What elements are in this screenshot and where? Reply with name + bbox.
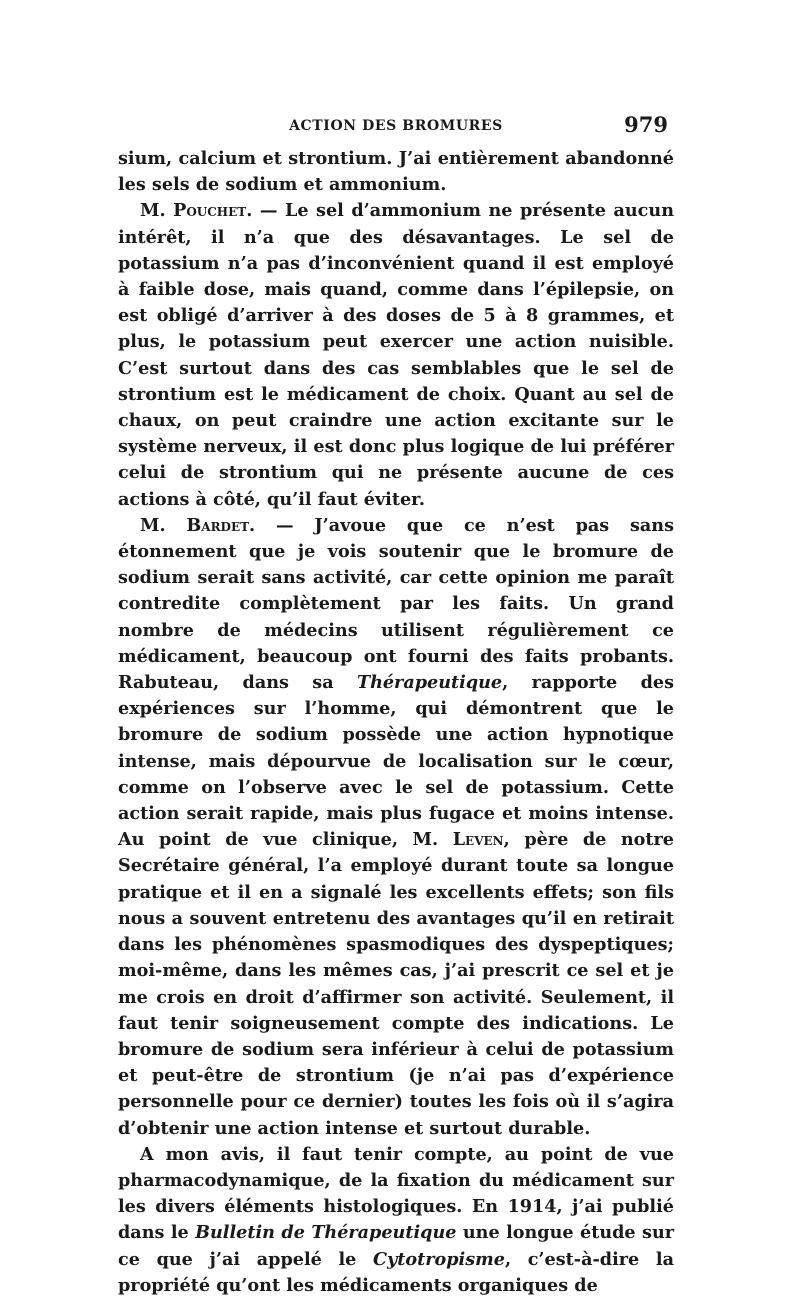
paragraph-bardet	[118, 513, 674, 1142]
running-title: ACTION DES BROMURES	[289, 118, 503, 134]
speaker-name: Pouchet.	[173, 200, 253, 222]
page-number: 979	[624, 112, 668, 137]
paragraph-text: — J’avoue que ce n’est pas sans étonnement que je vois soutenir que le bromure de sodium serait sans activité, car cette opinion me paraît contredite complètement par les faits. Un grand nombre de médecins utilisent régulièrement ce médicament, beaucoup ont fourni des faits probants. Rabuteau, dans sa	[118, 514, 674, 694]
speaker-prefix: M.	[140, 514, 187, 536]
paragraph-pouchet	[118, 198, 674, 512]
person-name: Leven	[452, 829, 504, 851]
body-text	[118, 146, 674, 1299]
paragraph-continuation	[118, 146, 674, 198]
paragraph-text: A mon avis, il faut tenir compte, au point de vue pharmacodynamique, de la fixation du médicament sur les divers éléments histologiques. En 1914, j’ai publié dans le	[118, 1143, 674, 1244]
paragraph-text: , rapporte des expériences sur l’homme, qui démontrent que le bromure de sodium possède une action hypnotique intense, mais dépourvue de localisation sur le cœur, comme on l’observe avec le sel de potassium. Cette action serait rapide, mais plus fugace et moins intense. Au point de vue clinique, M.	[118, 672, 674, 851]
speaker-name: Bardet.	[186, 514, 256, 536]
paragraph-text: , père de notre Secrétaire général, l’a employé durant toute sa longue pratique et il en a signalé les excellents effets; son fils nous a souvent entretenu des avantages qu’il en retirait dans les phénomènes spasmodiques des dyspeptiques; moi-même, dans les mêmes cas, j’ai prescrit ce sel et je me crois en droit d’affirmer son activité. Seulement, il faut tenir soigneusement compte des indications. Le bromure de sodium sera inférieur à celui de potassium et peut-être de strontium (je n’ai pas d’expérience personnelle pour ce dernier) toutes les fois où il s’agira d’obtenir une action intense et surtout durable.	[118, 829, 674, 1139]
paragraph-text: une longue étude sur ce que j’ai appelé le	[118, 1222, 675, 1270]
book-page	[118, 112, 674, 1299]
running-head	[118, 112, 674, 146]
paragraph-text: — Le sel d’ammonium ne présente aucun intérêt, il n’a que des désavantages. Le sel de potassium n’a pas d’inconvénient quand il est employé à faible dose, mais quand, comme dans l’épilepsie, on est obligé d’arriver à des doses de 5 à 8 grammes, et plus, le potassium peut exercer une action nuisible. C’est surtout dans des cas semblables que le sel de strontium est le médicament de choix. Quant au sel de chaux, on peut craindre une action excitante sur le système nerveux, il est donc plus logique de lui préférer celui de strontium qui ne présente aucune de ces actions à côté, qu’il faut éviter.	[118, 200, 674, 510]
italic-title: Thérapeutique	[356, 672, 503, 694]
paragraph-text: sium, calcium et strontium. J’ai entièrement abandonné les sels de sodium et ammonium.	[118, 148, 674, 196]
speaker-prefix: M.	[140, 200, 174, 222]
italic-term: Cytotropisme	[373, 1248, 505, 1270]
paragraph-opinion	[118, 1142, 674, 1299]
italic-title: Bulletin de Thérapeutique	[195, 1222, 457, 1244]
paragraph-text: , c’est-à-dire la propriété qu’ont les médicaments organiques de	[118, 1248, 674, 1296]
